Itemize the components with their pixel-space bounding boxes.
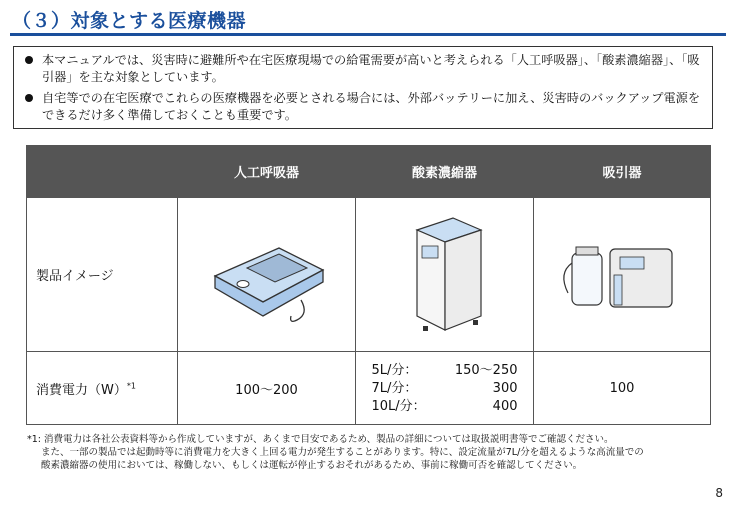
header-ventilator: 人工呼吸器 <box>178 146 356 198</box>
note-item <box>24 90 704 124</box>
device-table <box>26 145 711 425</box>
concentrator-image-cell <box>356 198 534 352</box>
footnote-ref: *1 <box>126 381 136 391</box>
power-label: 消費電力（W） <box>36 382 127 398</box>
flow-list <box>356 362 533 415</box>
concentrator-illustration <box>395 208 495 338</box>
bullet-icon <box>25 94 33 102</box>
flow-power: 300 <box>492 380 518 396</box>
ventilator-image-cell <box>178 198 356 352</box>
bullet-icon <box>25 56 33 64</box>
note-text: 自宅等での在宅医療でこれらの医療機器を必要とされる場合には、外部バッテリーに加え、災害時のバックアップ電源をできるだけ多く準備しておくことも重要です。 <box>42 91 701 122</box>
footnote-line: また、一部の製品では起動時等に消費電力を大きく上回る電力が発生することがあります。特に、設定流量が7L/分を超えるような高流量での <box>41 447 644 458</box>
note-item <box>24 52 704 86</box>
footnote-line: *1: 消費電力は各社公表資料等から作成していますが、あくまで目安であるため、製品の詳細については取扱説明書等でご確認ください。 <box>27 434 614 445</box>
suction-illustration <box>552 223 692 323</box>
flow-power: 400 <box>492 398 518 414</box>
row-label-image: 製品イメージ <box>27 198 178 352</box>
concentrator-power-cell <box>356 352 534 425</box>
flow-rate: 5L/分： <box>371 362 418 378</box>
notes-box <box>13 46 713 129</box>
ventilator-illustration <box>197 218 337 328</box>
header-suction: 吸引器 <box>534 146 711 198</box>
header-concentrator: 酸素濃縮器 <box>356 146 534 198</box>
footnote <box>27 433 717 472</box>
ventilator-power: 100～200 <box>178 352 356 425</box>
note-text: 本マニュアルでは、災害時に避難所や在宅医療現場での給電需要が高いと考えられる「人工呼吸器」、「酸素濃縮器」、「吸引器」を主な対象としています。 <box>42 53 700 84</box>
suction-image-cell <box>534 198 711 352</box>
title-underline <box>10 33 726 36</box>
flow-rate: 7L/分： <box>371 380 418 396</box>
suction-power: 100 <box>534 352 711 425</box>
flow-power: 150～250 <box>454 362 518 378</box>
footnote-line: 酸素濃縮器の使用においては、稼働しない、もしくは運転が停止するおそれがあるため、事前に稼働可否を確認してください。 <box>41 460 583 471</box>
row-label-power <box>27 352 178 425</box>
flow-rate: 10L/分： <box>371 398 426 414</box>
header-empty <box>27 146 178 198</box>
page-number: 8 <box>715 486 723 500</box>
page-title: （３）対象とする医療機器 <box>12 10 247 32</box>
